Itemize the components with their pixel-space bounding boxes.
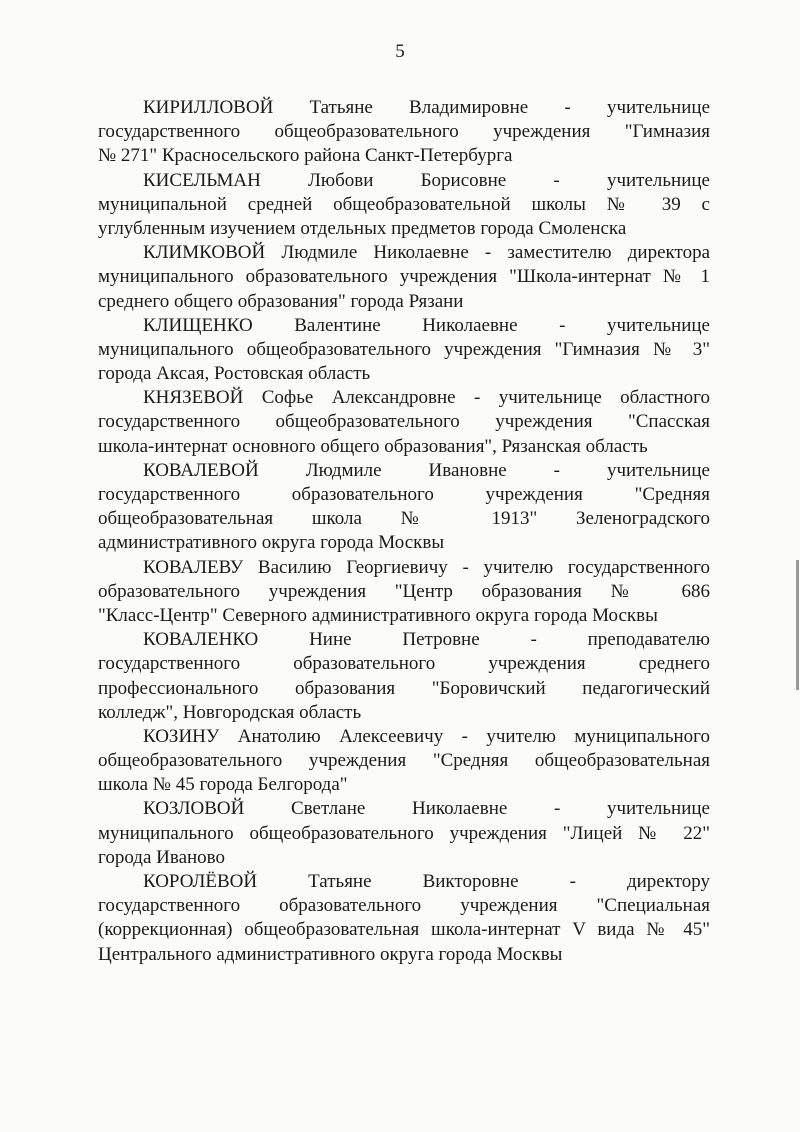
entry-name-line: КЛИЩЕНКО Валентине Николаевне - учительнице bbox=[143, 314, 710, 336]
entry-text-line: города Иваново bbox=[98, 846, 226, 868]
entry-text-line: № 271" Красносельского района Санкт-Петербурга bbox=[98, 145, 513, 167]
entry-text-line: образовательного учреждения "Центр образования № 686 bbox=[98, 580, 710, 602]
award-entry bbox=[98, 797, 710, 870]
entry-text-line: "Класс-Центр" Северного административного округа города Москвы bbox=[98, 604, 658, 626]
award-entry bbox=[98, 386, 710, 459]
entry-text-line: государственного образовательного учреждения "Специальная bbox=[98, 895, 710, 917]
entry-text-line: школа № 45 города Белгорода" bbox=[98, 774, 348, 796]
entry-text-line: административного округа города Москвы bbox=[98, 532, 445, 554]
award-entry bbox=[98, 169, 710, 242]
entry-text-line: углубленным изучением отдельных предметов города Смоленска bbox=[98, 217, 627, 239]
entry-name-line: КОВАЛЕВУ Василию Георгиевичу - учителю государственного bbox=[143, 556, 710, 578]
entry-text-line: общеобразовательная школа № 1913" Зеленоградского bbox=[98, 508, 710, 530]
entry-text-line: профессионального образования "Боровичский педагогический bbox=[98, 677, 710, 699]
scan-edge-mark bbox=[796, 560, 799, 690]
entry-text-line: государственного общеобразовательного учреждения "Спасская bbox=[98, 411, 710, 433]
entry-name-line: КНЯЗЕВОЙ Софье Александровне - учительнице областного bbox=[143, 387, 710, 409]
entry-text-line: города Аксая, Ростовская область bbox=[98, 363, 371, 385]
page-number: 5 bbox=[395, 41, 405, 62]
entry-name-line: КОЗЛОВОЙ Светлане Николаевне - учительнице bbox=[143, 798, 710, 820]
entry-text-line: государственного общеобразовательного учреждения "Гимназия bbox=[98, 121, 710, 143]
award-entry bbox=[98, 96, 710, 169]
entry-name-line: КИРИЛЛОВОЙ Татьяне Владимировне - учительнице bbox=[143, 97, 710, 118]
entry-text-line: школа-интернат основного общего образования", Рязанская область bbox=[98, 435, 648, 457]
entry-name-line: КОЗИНУ Анатолию Алексеевичу - учителю муниципального bbox=[143, 725, 710, 747]
entry-name-line: КОВАЛЕНКО Нине Петровне - преподавателю bbox=[143, 629, 710, 651]
award-entry bbox=[98, 314, 710, 387]
award-entry bbox=[98, 241, 710, 314]
award-entry bbox=[98, 725, 710, 798]
award-entry bbox=[98, 628, 710, 725]
entry-name-line: КИСЕЛЬМАН Любови Борисовне - учительнице bbox=[143, 169, 710, 191]
entry-text-line: Центрального административного округа города Москвы bbox=[98, 943, 563, 965]
entry-text-line: колледж", Новгородская область bbox=[98, 701, 362, 723]
entry-text-line: (коррекционная) общеобразовательная школа-интернат V вида № 45" bbox=[98, 919, 710, 941]
entry-name-line: КОВАЛЕВОЙ Людмиле Ивановне - учительнице bbox=[143, 459, 710, 481]
entry-text-line: государственного образовательного учреждения "Средняя bbox=[98, 484, 710, 505]
entry-text-line: муниципального общеобразовательного учреждения "Лицей № 22" bbox=[98, 822, 710, 844]
entry-text-line: общеобразовательного учреждения "Средняя общеобразовательная bbox=[98, 750, 710, 772]
award-entry bbox=[98, 870, 710, 967]
entry-text-line: государственного образовательного учреждения среднего bbox=[98, 653, 710, 675]
award-entry bbox=[98, 459, 710, 556]
entry-text-line: муниципальной средней общеобразовательной школы № 39 с bbox=[98, 193, 710, 215]
entry-text-line: муниципального образовательного учреждения "Школа-интернат № 1 bbox=[98, 266, 710, 288]
award-list bbox=[98, 96, 710, 967]
entry-name-line: КОРОЛЁВОЙ Татьяне Викторовне - директору bbox=[143, 871, 710, 892]
entry-text-line: муниципального общеобразовательного учреждения "Гимназия № 3" bbox=[98, 338, 710, 360]
entry-text-line: среднего общего образования" города Рязани bbox=[98, 290, 464, 312]
award-entry bbox=[98, 556, 710, 629]
entry-name-line: КЛИМКОВОЙ Людмиле Николаевне - заместителю директора bbox=[143, 242, 710, 264]
